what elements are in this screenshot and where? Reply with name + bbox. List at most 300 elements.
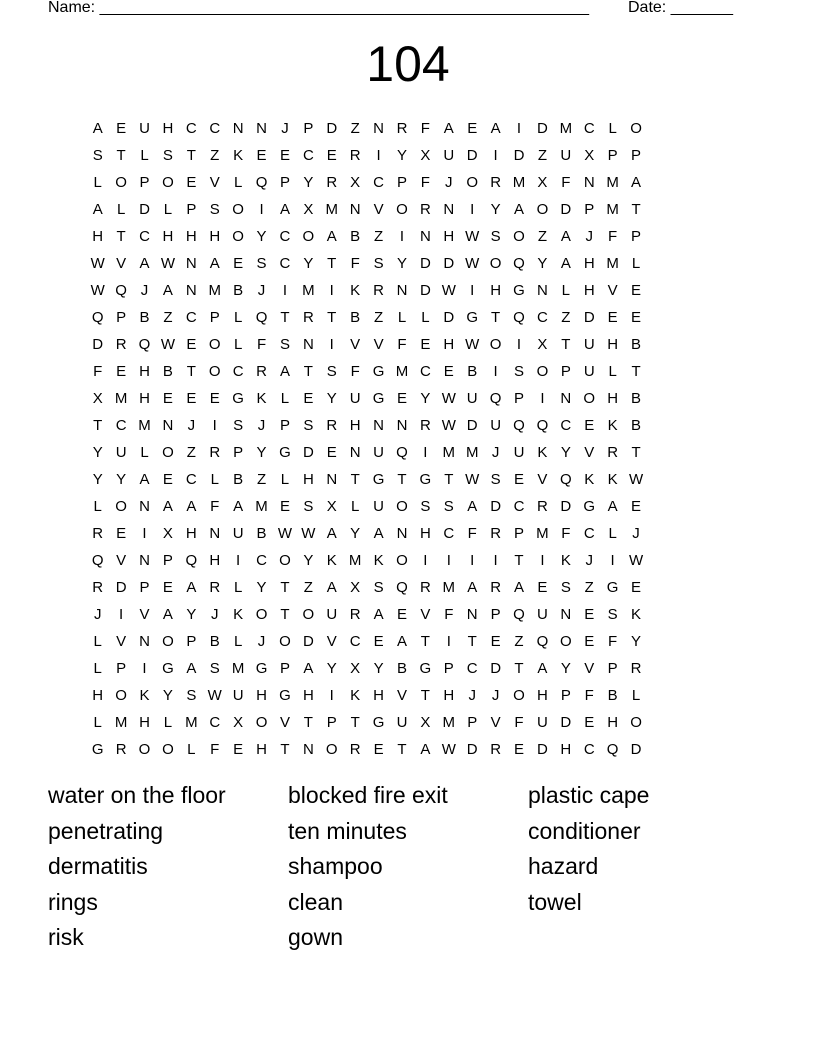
grid-letter: D xyxy=(560,201,572,218)
grid-letter: Y xyxy=(92,471,103,488)
grid-row xyxy=(86,682,648,709)
grid-letter: Q xyxy=(559,471,572,488)
grid-letter: R xyxy=(349,147,361,164)
grid-letter: P xyxy=(139,174,150,191)
grid-letter: Z xyxy=(303,579,313,596)
grid-letter: Q xyxy=(91,552,104,569)
grid-letter: U xyxy=(396,714,408,731)
grid-row xyxy=(86,358,648,385)
grid-letter: U xyxy=(139,120,150,137)
grid-letter: A xyxy=(326,525,337,542)
grid-letter: F xyxy=(350,363,360,380)
grid-letter: G xyxy=(255,660,268,677)
grid-letter: A xyxy=(92,120,103,137)
word-item: risk xyxy=(48,924,84,950)
grid-letter: X xyxy=(350,579,361,596)
grid-letter: R xyxy=(209,444,221,461)
grid-letter: Q xyxy=(255,174,268,191)
grid-letter: V xyxy=(607,282,618,299)
grid-letter: L xyxy=(93,633,102,650)
grid-letter: N xyxy=(302,741,314,758)
grid-letter: P xyxy=(326,714,337,731)
grid-letter: P xyxy=(186,633,197,650)
grid-letter: R xyxy=(490,525,502,542)
grid-letter: Y xyxy=(396,147,407,164)
grid-letter: E xyxy=(209,390,220,407)
grid-letter: N xyxy=(396,282,408,299)
grid-letter: S xyxy=(373,255,384,272)
grid-letter: H xyxy=(92,687,104,704)
grid-letter: T xyxy=(116,228,126,245)
grid-letter: S xyxy=(186,687,197,704)
grid-letter: D xyxy=(513,147,525,164)
grid-letter: E xyxy=(584,633,595,650)
grid-letter: W xyxy=(160,255,175,272)
grid-letter: N xyxy=(185,282,197,299)
grid-letter: H xyxy=(419,525,431,542)
grid-letter: V xyxy=(584,660,595,677)
grid-letter: C xyxy=(583,120,595,137)
grid-letter: N xyxy=(326,471,338,488)
grid-letter: F xyxy=(210,741,220,758)
grid-letter: N xyxy=(139,498,150,515)
grid-letter: H xyxy=(162,228,174,245)
grid-letter: H xyxy=(256,687,267,704)
grid-letter: E xyxy=(233,741,244,758)
grid-letter: G xyxy=(232,390,244,407)
grid-letter: S xyxy=(209,201,220,218)
grid-letter: I xyxy=(446,633,451,650)
grid-letter: Q xyxy=(513,417,525,434)
grid-letter: P xyxy=(186,201,197,218)
grid-letter: T xyxy=(186,363,196,380)
grid-letter: B xyxy=(631,417,642,434)
grid-letter: E xyxy=(631,579,642,596)
grid-letter: M xyxy=(465,444,479,461)
grid-letter: I xyxy=(540,390,545,407)
grid-letter: E xyxy=(162,471,173,488)
grid-letter: P xyxy=(162,552,173,569)
grid-letter: Z xyxy=(584,579,594,596)
grid-letter: P xyxy=(139,579,150,596)
grid-letter: R xyxy=(630,660,642,677)
grid-letter: O xyxy=(489,255,502,272)
grid-letter: H xyxy=(443,228,455,245)
grid-letter: C xyxy=(583,525,595,542)
grid-letter: C xyxy=(302,147,314,164)
grid-letter: E xyxy=(443,363,454,380)
grid-letter: A xyxy=(186,660,197,677)
grid-letter: W xyxy=(160,336,175,353)
grid-letter: S xyxy=(420,498,431,515)
grid-letter: V xyxy=(373,201,384,218)
grid-letter: L xyxy=(233,633,243,650)
grid-letter: E xyxy=(584,417,595,434)
grid-letter: Z xyxy=(537,228,547,245)
grid-letter: M xyxy=(325,201,339,218)
grid-letter: T xyxy=(280,579,290,596)
grid-letter: X xyxy=(537,174,548,191)
grid-letter: P xyxy=(514,390,525,407)
grid-letter: K xyxy=(584,471,595,488)
grid-letter: D xyxy=(419,255,431,272)
grid-row xyxy=(86,601,648,628)
grid-letter: P xyxy=(607,660,618,677)
grid-letter: B xyxy=(467,363,478,380)
grid-row xyxy=(86,493,648,520)
grid-letter: L xyxy=(608,363,617,380)
grid-letter: U xyxy=(490,417,502,434)
grid-letter: M xyxy=(395,363,409,380)
word-item: dermatitis xyxy=(48,853,148,879)
grid-letter: C xyxy=(537,309,548,326)
grid-letter: W xyxy=(465,471,480,488)
grid-letter: L xyxy=(93,714,102,731)
grid-row xyxy=(86,115,648,142)
grid-letter: T xyxy=(93,417,103,434)
grid-letter: O xyxy=(208,363,221,380)
grid-letter: I xyxy=(423,444,428,461)
grid-letter: L xyxy=(210,471,219,488)
grid-letter: C xyxy=(209,714,221,731)
grid-letter: M xyxy=(606,174,619,191)
grid-letter: C xyxy=(443,525,455,542)
grid-letter: I xyxy=(540,552,545,569)
grid-letter: H xyxy=(560,741,572,758)
grid-letter: Q xyxy=(115,282,127,299)
grid-letter: T xyxy=(444,471,454,488)
grid-letter: V xyxy=(584,444,595,461)
grid-letter: B xyxy=(233,282,244,299)
grid-letter: H xyxy=(162,120,174,137)
grid-letter: T xyxy=(350,471,360,488)
grid-letter: T xyxy=(514,552,524,569)
grid-letter: L xyxy=(631,687,641,704)
grid-letter: X xyxy=(162,525,173,542)
grid-letter: M xyxy=(208,282,221,299)
grid-letter: T xyxy=(280,606,290,623)
grid-letter: B xyxy=(350,309,361,326)
grid-letter: I xyxy=(399,228,405,245)
grid-letter: E xyxy=(420,336,431,353)
grid-letter: N xyxy=(443,201,455,218)
grid-letter: H xyxy=(583,282,595,299)
word-list xyxy=(48,778,768,956)
grid-row xyxy=(86,412,648,439)
grid-row xyxy=(86,466,648,493)
grid-letter: S xyxy=(490,228,501,245)
grid-letter: P xyxy=(116,309,127,326)
grid-letter: W xyxy=(441,417,456,434)
grid-letter: J xyxy=(140,282,149,299)
grid-row xyxy=(86,709,648,736)
grid-letter: Z xyxy=(514,633,524,650)
grid-letter: T xyxy=(303,714,313,731)
grid-letter: U xyxy=(443,147,455,164)
grid-letter: W xyxy=(277,525,293,542)
grid-letter: H xyxy=(443,687,455,704)
grid-letter: Q xyxy=(536,417,549,434)
grid-letter: A xyxy=(209,255,220,272)
grid-letter: V xyxy=(116,552,127,569)
grid-letter: D xyxy=(560,498,572,515)
grid-letter: N xyxy=(537,282,548,299)
grid-letter: W xyxy=(441,282,456,299)
grid-letter: D xyxy=(302,444,314,461)
grid-letter: I xyxy=(493,147,498,164)
name-field[interactable]: Name: _______________________________________________________ xyxy=(48,0,589,16)
grid-letter: M xyxy=(114,390,128,407)
grid-letter: C xyxy=(349,633,361,650)
grid-letter: O xyxy=(325,741,338,758)
grid-letter: G xyxy=(162,660,174,677)
grid-letter: R xyxy=(326,417,338,434)
grid-letter: A xyxy=(490,120,501,137)
grid-letter: Y xyxy=(490,201,501,218)
grid-letter: V xyxy=(116,633,127,650)
grid-letter: A xyxy=(162,606,173,623)
grid-letter: J xyxy=(585,552,593,569)
grid-letter: Y xyxy=(256,444,267,461)
grid-letter: P xyxy=(607,147,618,164)
grid-letter: O xyxy=(232,228,244,245)
grid-letter: J xyxy=(491,687,500,704)
grid-row xyxy=(86,547,648,574)
grid-letter: G xyxy=(91,741,104,758)
grid-letter: Y xyxy=(326,660,337,677)
grid-letter: A xyxy=(326,579,337,596)
grid-letter: D xyxy=(466,417,478,434)
grid-letter: B xyxy=(209,633,220,650)
grid-letter: L xyxy=(93,498,102,515)
grid-row xyxy=(86,736,648,763)
grid-letter: E xyxy=(396,606,407,623)
grid-letter: J xyxy=(257,633,266,650)
grid-letter: Q xyxy=(489,390,502,407)
grid-letter: E xyxy=(631,309,642,326)
grid-letter: G xyxy=(466,309,479,326)
grid-letter: D xyxy=(92,336,104,353)
grid-letter: E xyxy=(631,282,642,299)
grid-letter: E xyxy=(514,471,525,488)
grid-letter: C xyxy=(256,552,267,569)
grid-letter: J xyxy=(585,228,593,245)
grid-letter: C xyxy=(279,255,291,272)
grid-row xyxy=(86,655,648,682)
grid-letter: H xyxy=(139,714,150,731)
grid-letter: M xyxy=(302,282,315,299)
grid-letter: R xyxy=(396,120,408,137)
grid-letter: E xyxy=(186,174,197,191)
grid-letter: F xyxy=(514,714,524,731)
grid-row xyxy=(86,223,648,250)
word-item: plastic cape xyxy=(528,782,650,808)
grid-letter: Y xyxy=(303,552,314,569)
grid-letter: R xyxy=(419,579,431,596)
grid-letter: J xyxy=(281,120,289,137)
grid-letter: A xyxy=(420,741,431,758)
grid-letter: K xyxy=(350,687,361,704)
grid-letter: P xyxy=(233,444,244,461)
grid-letter: A xyxy=(139,255,150,272)
grid-letter: L xyxy=(116,201,126,218)
grid-letter: P xyxy=(514,525,525,542)
grid-row xyxy=(86,304,648,331)
grid-letter: O xyxy=(466,174,479,191)
grid-letter: O xyxy=(115,498,127,515)
grid-letter: T xyxy=(514,660,524,677)
grid-letter: F xyxy=(210,498,220,515)
grid-row xyxy=(86,250,648,277)
grid-letter: W xyxy=(628,471,644,488)
grid-letter: D xyxy=(302,633,314,650)
grid-letter: U xyxy=(349,390,361,407)
grid-letter: W xyxy=(90,282,105,299)
grid-letter: L xyxy=(140,444,149,461)
grid-letter: U xyxy=(537,714,548,731)
grid-letter: W xyxy=(465,228,480,245)
grid-letter: A xyxy=(279,363,290,380)
grid-letter: E xyxy=(326,444,337,461)
grid-row xyxy=(86,439,648,466)
grid-letter: D xyxy=(490,660,502,677)
grid-letter: A xyxy=(514,201,525,218)
grid-letter: X xyxy=(326,498,337,515)
grid-letter: I xyxy=(236,552,241,569)
grid-letter: N xyxy=(139,633,150,650)
grid-letter: Q xyxy=(513,255,525,272)
grid-letter: F xyxy=(467,525,477,542)
grid-letter: Q xyxy=(255,309,268,326)
grid-row xyxy=(86,574,648,601)
grid-letter: S xyxy=(92,147,103,164)
grid-letter: I xyxy=(470,552,475,569)
grid-letter: X xyxy=(420,147,431,164)
grid-letter: H xyxy=(349,417,361,434)
grid-row xyxy=(86,277,648,304)
grid-letter: D xyxy=(560,714,572,731)
grid-letter: J xyxy=(257,282,266,299)
grid-letter: J xyxy=(632,525,640,542)
grid-letter: Y xyxy=(396,255,407,272)
grid-letter: R xyxy=(92,579,104,596)
grid-letter: V xyxy=(279,714,290,731)
grid-letter: R xyxy=(607,444,619,461)
grid-letter: F xyxy=(93,363,103,380)
date-field[interactable]: Date: _______ xyxy=(628,0,733,16)
grid-letter: F xyxy=(397,336,407,353)
grid-letter: I xyxy=(119,606,124,623)
grid-letter: R xyxy=(115,741,127,758)
grid-letter: D xyxy=(139,201,150,218)
grid-letter: T xyxy=(467,633,477,650)
grid-letter: H xyxy=(139,390,150,407)
grid-letter: E xyxy=(116,120,127,137)
grid-letter: L xyxy=(140,147,149,164)
grid-letter: K xyxy=(607,471,618,488)
grid-letter: Y xyxy=(326,390,337,407)
grid-letter: E xyxy=(373,633,384,650)
grid-letter: K xyxy=(233,147,244,164)
grid-letter: U xyxy=(232,525,244,542)
grid-letter: K xyxy=(631,606,642,623)
grid-letter: D xyxy=(115,579,127,596)
grid-letter: L xyxy=(280,390,290,407)
grid-letter: Y xyxy=(256,579,267,596)
grid-letter: R xyxy=(419,417,431,434)
grid-letter: H xyxy=(139,363,150,380)
grid-letter: H xyxy=(185,525,197,542)
grid-letter: I xyxy=(610,552,615,569)
grid-letter: C xyxy=(583,741,595,758)
grid-letter: I xyxy=(142,660,147,677)
grid-letter: U xyxy=(373,498,384,515)
grid-letter: E xyxy=(256,147,267,164)
word-item: shampoo xyxy=(288,853,383,879)
grid-letter: B xyxy=(631,336,642,353)
grid-letter: M xyxy=(442,714,456,731)
grid-letter: S xyxy=(514,363,525,380)
grid-letter: S xyxy=(443,498,454,515)
grid-letter: P xyxy=(560,363,571,380)
grid-letter: E xyxy=(279,498,290,515)
grid-letter: U xyxy=(537,606,548,623)
grid-letter: D xyxy=(537,741,548,758)
grid-letter: S xyxy=(279,336,290,353)
grid-letter: A xyxy=(537,660,548,677)
grid-letter: L xyxy=(233,309,243,326)
grid-row xyxy=(86,385,648,412)
grid-letter: H xyxy=(209,228,221,245)
grid-letter: W xyxy=(628,552,644,569)
grid-letter: Q xyxy=(91,309,104,326)
grid-letter: M xyxy=(114,714,128,731)
grid-letter: T xyxy=(420,633,430,650)
grid-letter: G xyxy=(419,660,432,677)
grid-letter: C xyxy=(560,417,572,434)
grid-letter: L xyxy=(421,309,430,326)
grid-letter: Z xyxy=(373,309,384,326)
grid-letter: B xyxy=(631,390,642,407)
grid-letter: O xyxy=(279,633,291,650)
grid-letter: M xyxy=(559,120,573,137)
grid-letter: O xyxy=(162,174,174,191)
grid-letter: G xyxy=(583,498,596,515)
grid-letter: Q xyxy=(536,633,549,650)
word-item: hazard xyxy=(528,853,599,879)
grid-letter: X xyxy=(420,714,431,731)
grid-letter: O xyxy=(302,606,315,623)
grid-letter: L xyxy=(187,741,196,758)
grid-letter: Y xyxy=(162,687,173,704)
grid-letter: H xyxy=(302,471,314,488)
grid-letter: E xyxy=(326,147,337,164)
grid-letter: S xyxy=(607,606,618,623)
grid-letter: X xyxy=(584,147,595,164)
grid-letter: O xyxy=(513,228,525,245)
grid-letter: T xyxy=(631,363,641,380)
grid-letter: E xyxy=(186,390,197,407)
grid-letter: O xyxy=(536,363,549,380)
grid-letter: V xyxy=(396,687,407,704)
grid-letter: T xyxy=(280,309,290,326)
grid-letter: A xyxy=(607,498,618,515)
grid-letter: A xyxy=(162,498,173,515)
grid-letter: E xyxy=(607,309,618,326)
grid-letter: H xyxy=(256,741,267,758)
grid-letter: I xyxy=(493,552,498,569)
grid-letter: O xyxy=(396,201,408,218)
